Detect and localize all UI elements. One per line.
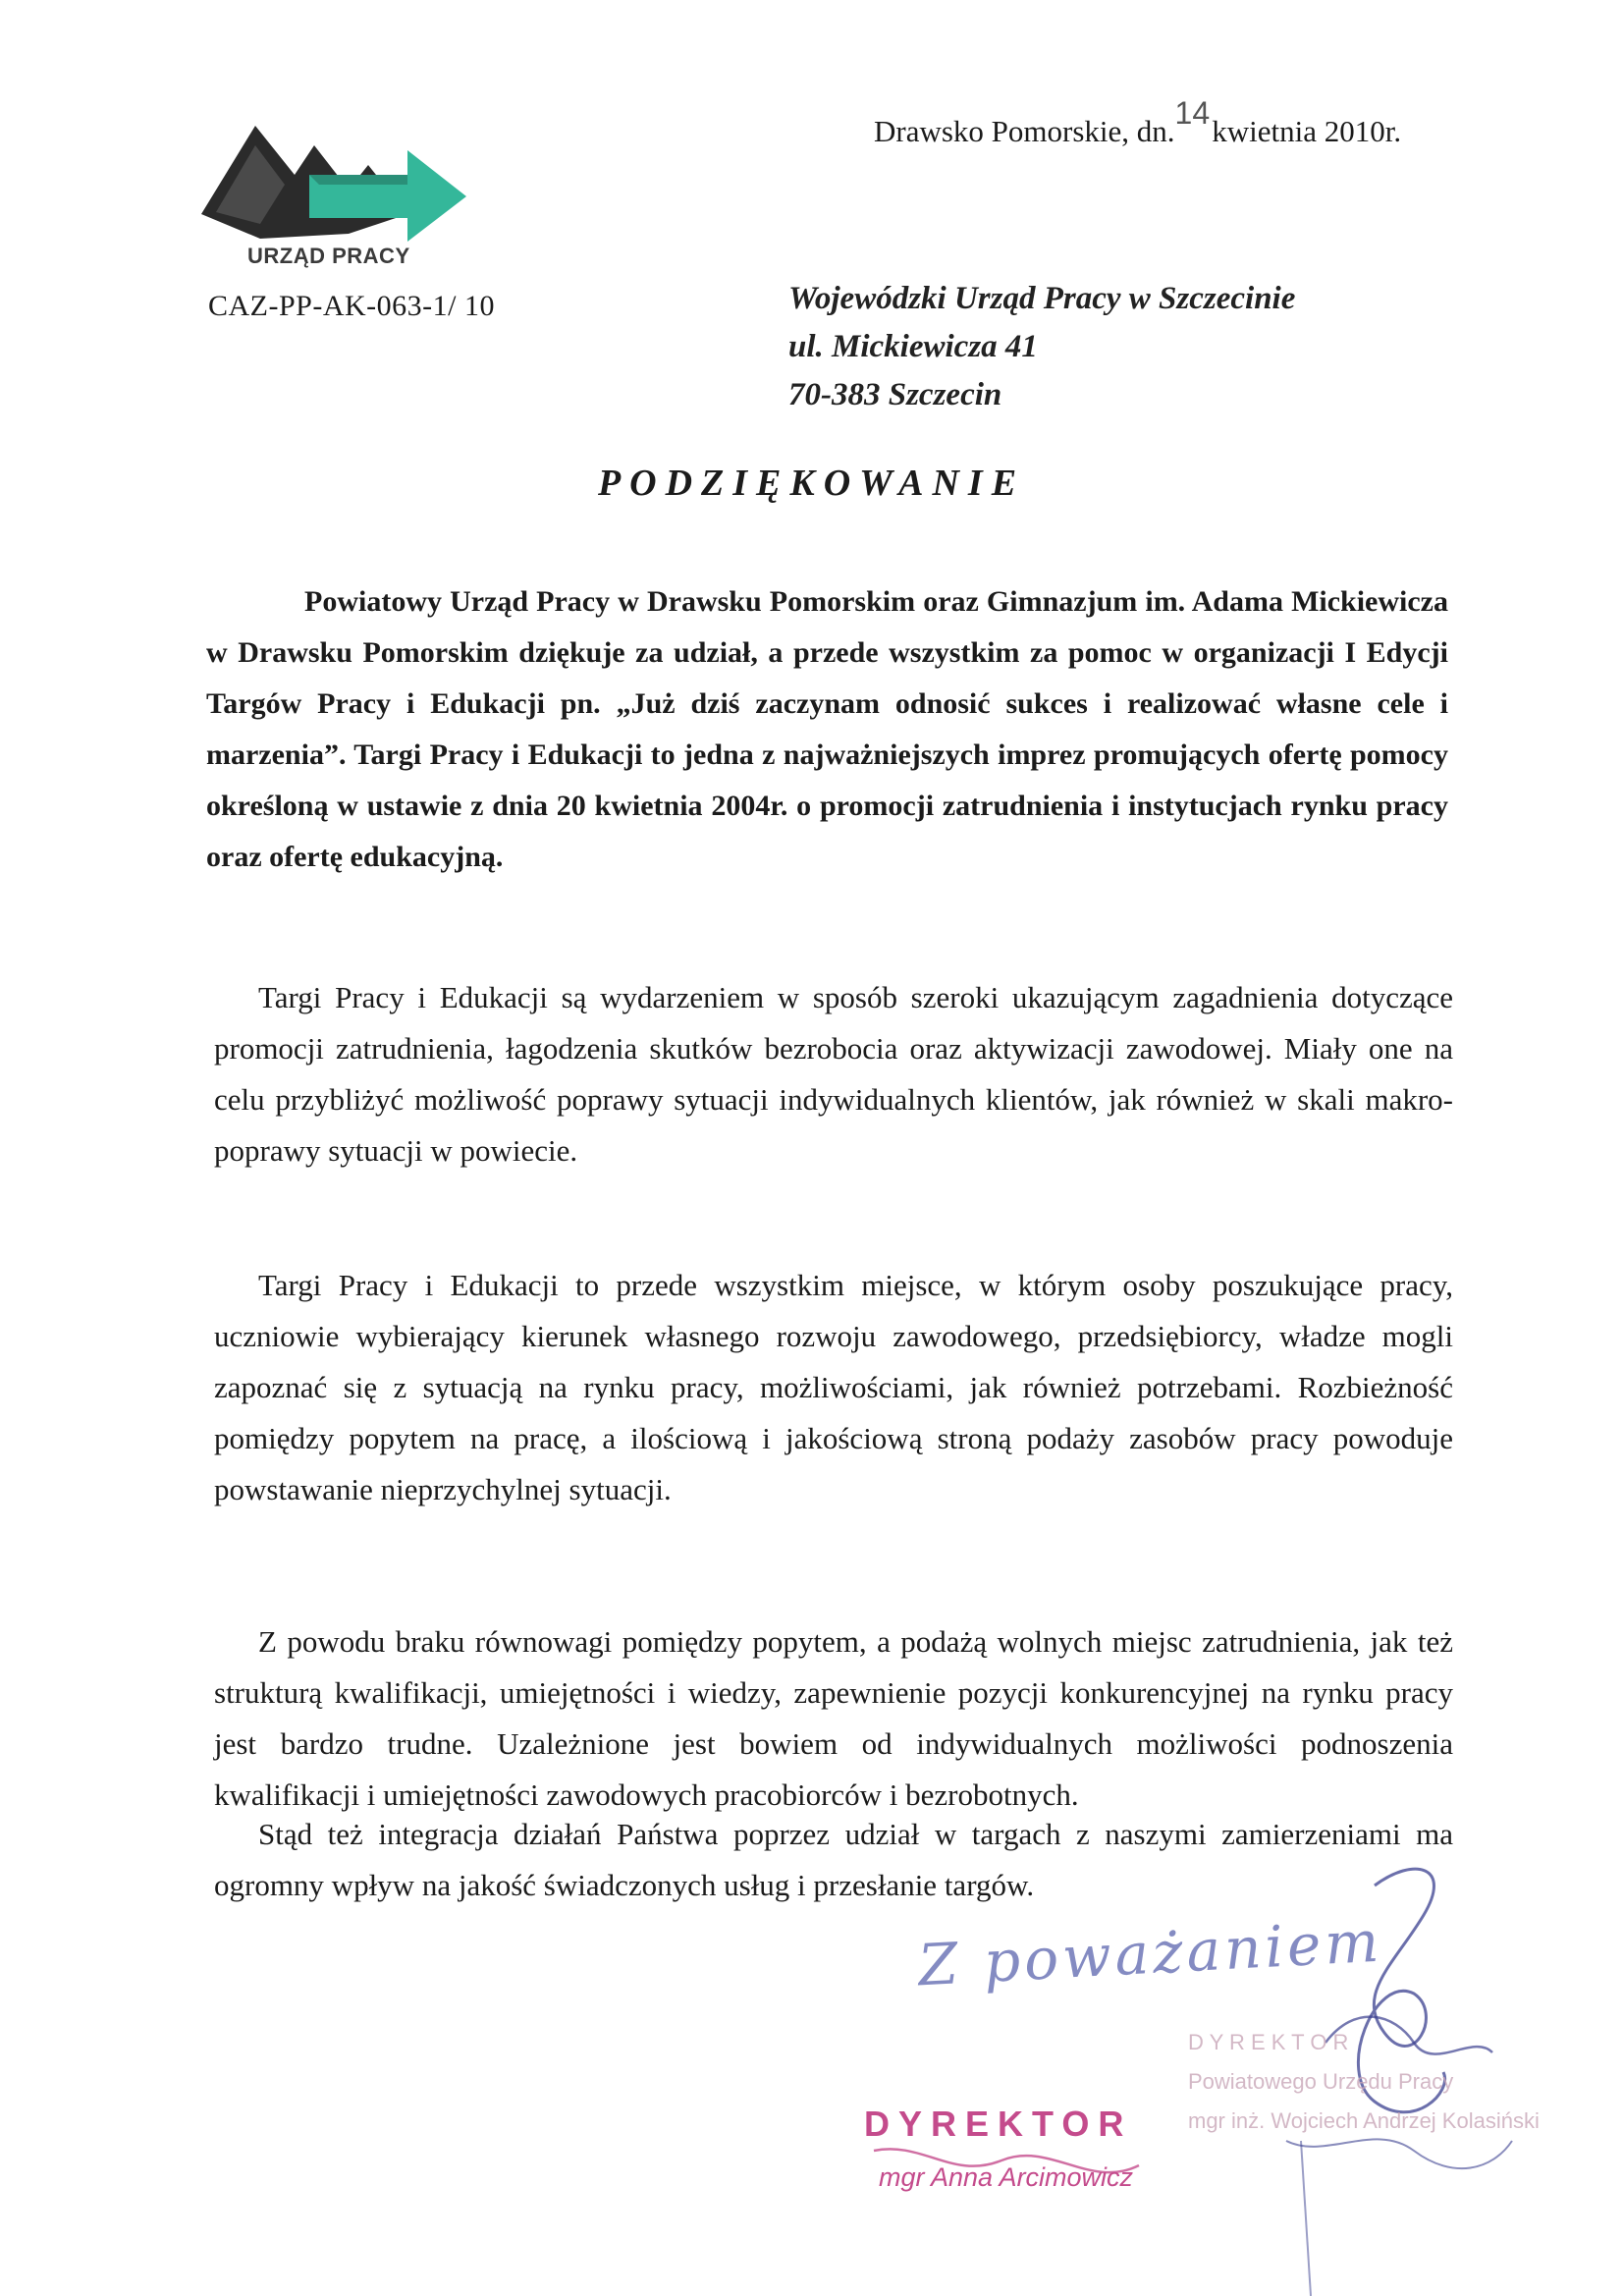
stamp-line: Powiatowego Urzędu Pracy	[1188, 2069, 1454, 2094]
logo-mark-icon	[201, 116, 481, 253]
urzad-pracy-logo	[201, 116, 481, 293]
intro-paragraph: Powiatowy Urząd Pracy w Drawsku Pomorskim oraz Gimnazjum im. Adama Mickiewicza w Drawsku Pomorskim dziękuje za udział, a przede wszystkim za pomoc w organizacji I Edycji Targów Pracy i Edukacji pn. „Już dziś zaczynam odnosić sukces i realizować własne cele i marzenia”. Targi Pracy i Edukacji to jedna z najważniejszych imprez promujących ofertę pomocy określoną w ustawie z dnia 20 kwietnia 2004r. o promocji zatrudnienia i instytucjach rynku pracy oraz ofertę edukacyjną.	[206, 585, 1448, 873]
date-day: 14	[1174, 95, 1211, 131]
date-suffix: kwietnia 2010r.	[1212, 114, 1402, 148]
director-name: mgr Anna Arcimowicz	[879, 2162, 1134, 2192]
recipient-address	[788, 275, 1295, 419]
body-paragraph: Targi Pracy i Edukacji to przede wszystkim miejsce, w którym osoby poszukujące pracy, uczniowie wybierający kierunek własnego rozwoju zawodowego, przedsiębiorcy, władze mogli zapoznać się z sytuacją na rynku pracy, możliwościami, jak również potrzebami. Rozbieżność pomiędzy popytem na pracę, a ilościową i jakościową stroną podaży zasobów pracy powoduje powstawanie nieprzychylnej sytuacji.	[214, 1268, 1453, 1506]
recipient-city: 70-383 Szczecin	[788, 377, 1002, 412]
letter-title: PODZIĘKOWANIE	[597, 463, 1026, 504]
recipient-street: ul. Mickiewicza 41	[788, 329, 1038, 364]
director-title: DYREKTOR	[864, 2104, 1133, 2144]
body-paragraph: Z powodu braku równowagi pomiędzy popytem, a podażą wolnych miejsc zatrudnienia, jak też strukturą kwalifikacji, umiejętności i wiedzy, zapewnienie pozycji konkurencyjnej na rynku pracy jest bardzo trudne. Uzależnione jest bowiem od indywidualnych możliwości podnoszenia kwalifikacji i umiejętności zawodowych pracobiorców i bezrobotnych.	[214, 1624, 1453, 1812]
body-paragraph: Stąd też integracja działań Państwa poprzez udział w targach z naszymi zamierzeniami ma ogromny wpływ na jakość świadczonych usług i przesłanie targów.	[214, 1817, 1453, 1902]
date-prefix: Drawsko Pomorskie, dn.	[874, 114, 1175, 148]
reference-number: CAZ-PP-AK-063-1/ 10	[208, 290, 495, 322]
date-line	[874, 95, 1402, 149]
stamp-line: mgr inż. Wojciech Andrzej Kolasiński	[1188, 2108, 1540, 2133]
handwritten-closing: Z poważaniem	[916, 1907, 1384, 1999]
body-paragraph: Targi Pracy i Edukacji są wydarzeniem w sposób szeroki ukazującym zagadnienia dotyczące promocji zatrudnienia, łagodzenia skutków bezrobocia oraz aktywizacji zawodowej. Miały one na celu przybliżyć możliwość poprawy sytuacji indywidualnych klientów, jak również w skali makro- poprawy sytuacji w powiecie.	[214, 980, 1453, 1168]
logo-text: URZĄD PRACY	[247, 244, 410, 268]
recipient-name: Wojewódzki Urząd Pracy w Szczecinie	[788, 281, 1296, 316]
faded-stamp	[1188, 2023, 1540, 2141]
stamp-line: D Y R E K T O R	[1188, 2030, 1349, 2054]
